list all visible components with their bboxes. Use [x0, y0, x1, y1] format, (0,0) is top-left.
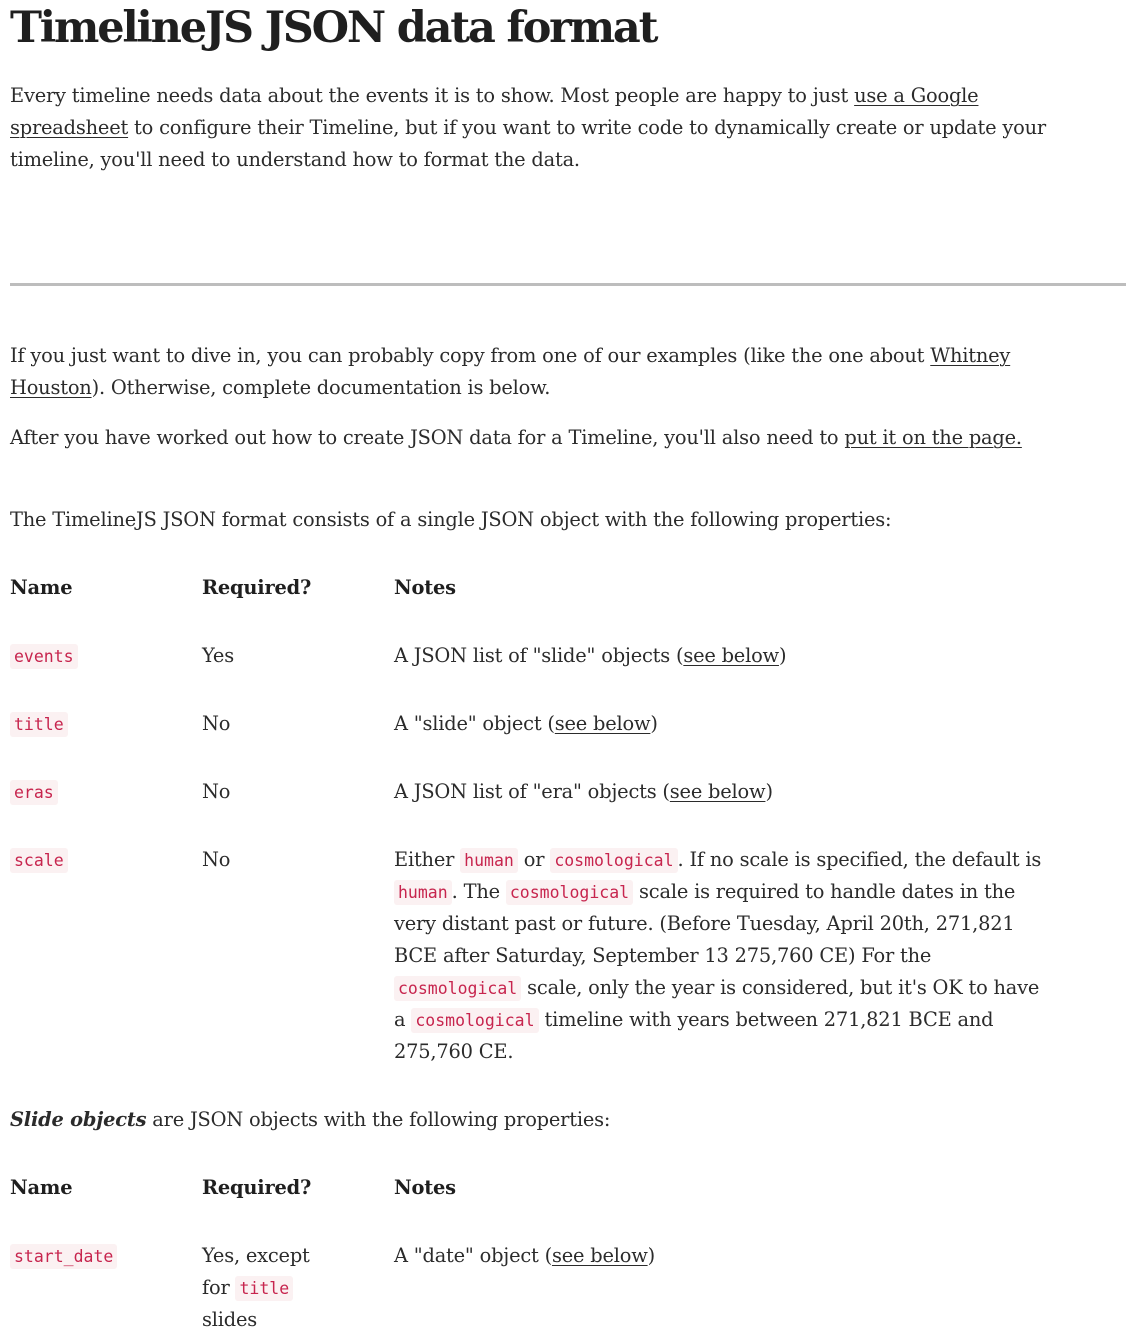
table-row-notes [394, 708, 658, 740]
see-below-link[interactable]: see below [554, 712, 651, 735]
intro-text-post: to configure their Timeline, but if you want to write code to dynamically create or update your timeline, you'll need to understand how to format the data. [10, 116, 1046, 171]
dive-in-paragraph [10, 340, 1100, 404]
slide-objects-text: are JSON objects with the following properties: [146, 1108, 611, 1131]
notes-text: . The [451, 880, 506, 903]
human-code: human [460, 848, 518, 873]
slide-objects-emphasis: Slide objects [10, 1108, 147, 1131]
property-code: events [10, 644, 78, 669]
table-row-name [10, 640, 78, 673]
dive-in-text-pre: If you just want to dive in, you can probably copy from one of our examples (like the one about [10, 344, 931, 367]
scale-notes-line-5 [394, 972, 1039, 1005]
table-row-required-line-2 [202, 1272, 293, 1305]
table-header-required: Required? [202, 576, 312, 599]
notes-text: scale is required to handle dates in the [633, 880, 1016, 903]
notes-text: ) [650, 712, 658, 735]
see-below-link[interactable]: see below [683, 644, 779, 667]
table-header-name: Name [10, 1176, 73, 1199]
notes-text: . If no scale is specified, the default is [677, 848, 1042, 871]
google-spreadsheet-link[interactable]: use a Google spreadsheet [10, 84, 979, 139]
notes-text: A "slide" object ( [394, 712, 555, 735]
cosmological-code: cosmological [550, 848, 677, 873]
table-row-required: No [202, 848, 231, 871]
scale-notes-line-4: BCE after Saturday, September 13 275,760 CE) For the [394, 944, 932, 967]
scale-notes-line-1 [394, 844, 1041, 877]
after-text-pre: After you have worked out how to create JSON data for a Timeline, you'll also need to [10, 426, 845, 449]
table-row-name [10, 1240, 117, 1273]
page-title: TimelineJS JSON data format [10, 3, 657, 53]
see-below-link[interactable]: see below [551, 1244, 648, 1267]
see-below-link[interactable]: see below [669, 780, 766, 803]
whitney-houston-link[interactable]: Whitney Houston [10, 344, 1011, 399]
scale-notes-line-6 [394, 1004, 993, 1037]
notes-text: ) [778, 644, 787, 667]
title-code: title [235, 1276, 293, 1301]
table-row-name [10, 776, 58, 809]
scale-notes-line-2 [394, 876, 1015, 909]
intro-paragraph [10, 80, 1070, 176]
dive-in-text-post: ). Otherwise, complete documentation is below. [91, 376, 551, 399]
table-row-required: Yes [202, 644, 234, 667]
table-header-notes: Notes [394, 576, 456, 599]
table-header-name: Name [10, 576, 73, 599]
format-intro: The TimelineJS JSON format consists of a single JSON object with the following properties: [10, 508, 892, 531]
notes-text: or [517, 848, 551, 871]
cosmological-code: cosmological [394, 976, 521, 1001]
table-row-notes [394, 1240, 655, 1272]
scale-notes-line-3: very distant past or future. (Before Tuesday, April 20th, 271,821 [394, 912, 1015, 935]
slide-objects-intro [10, 1104, 1124, 1136]
scale-notes-line-7: 275,760 CE. [394, 1040, 514, 1063]
property-code: eras [10, 780, 58, 805]
required-text: for [202, 1276, 236, 1299]
notes-text: A JSON list of "slide" objects ( [394, 644, 684, 667]
property-code: title [10, 712, 68, 737]
table-row-name [10, 844, 68, 877]
table-row-required-line-1: Yes, except [202, 1244, 310, 1267]
table-header-required: Required? [202, 1176, 312, 1199]
table-row-notes [394, 640, 786, 672]
cosmological-code: cosmological [506, 880, 633, 905]
notes-text: a [394, 1008, 412, 1031]
notes-text: ) [647, 1244, 655, 1267]
table-row-required: No [202, 712, 231, 735]
notes-text: Either [394, 848, 461, 871]
table-row-required-line-3: slides [202, 1308, 257, 1331]
property-code: scale [10, 848, 68, 873]
table-header-notes: Notes [394, 1176, 456, 1199]
notes-text: ) [765, 780, 773, 803]
human-code: human [394, 880, 452, 905]
notes-text: timeline with years between 271,821 BCE and [538, 1008, 994, 1031]
section-divider [10, 283, 1126, 286]
table-row-name [10, 708, 68, 741]
table-row-notes [394, 776, 773, 808]
after-paragraph [10, 422, 1130, 454]
property-code: start_date [10, 1244, 117, 1269]
cosmological-code: cosmological [411, 1008, 538, 1033]
intro-text-pre: Every timeline needs data about the events it is to show. Most people are happy to just [10, 84, 855, 107]
table-row-required: No [202, 780, 231, 803]
notes-text: A JSON list of "era" objects ( [394, 780, 670, 803]
notes-text: scale, only the year is considered, but it's OK to have [521, 976, 1040, 999]
notes-text: A "date" object ( [394, 1244, 552, 1267]
put-it-on-the-page-link[interactable]: put it on the page. [844, 426, 1022, 449]
